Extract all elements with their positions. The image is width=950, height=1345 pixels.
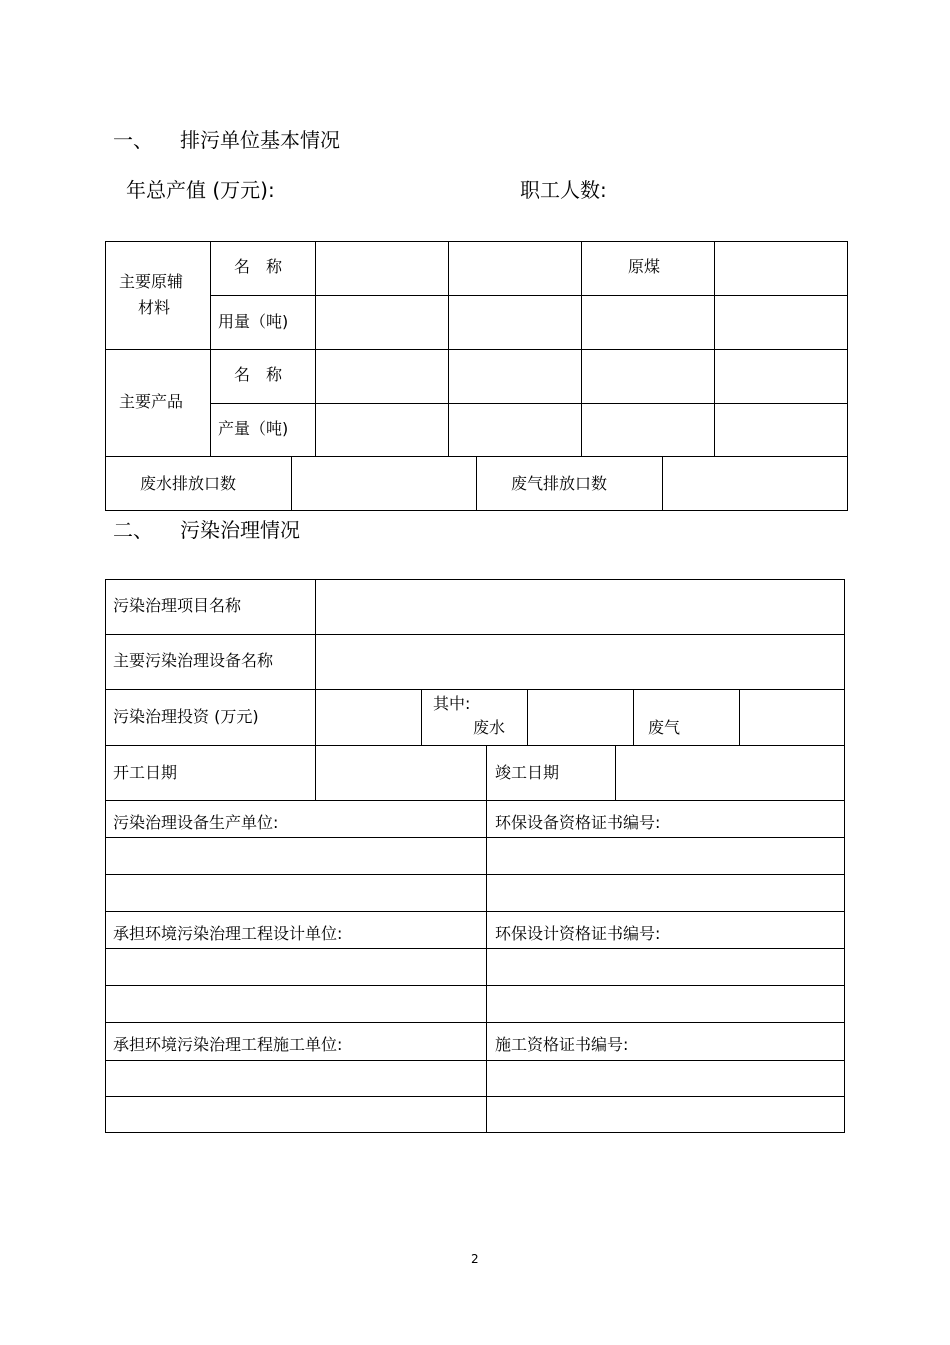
completion-date-value[interactable]	[616, 746, 844, 799]
exhaust-outlets-label: 废气排放口数	[511, 474, 608, 493]
product-output-cell-3[interactable]	[582, 404, 713, 455]
design-cert-label: 环保设计资格证书编号:	[495, 924, 661, 943]
investment-label: 污染治理投资 (万元)	[113, 707, 259, 726]
equipment-cert-label: 环保设备资格证书编号:	[495, 813, 661, 832]
construction-unit-line-2[interactable]	[106, 1097, 485, 1132]
product-name-cell-2[interactable]	[449, 350, 580, 402]
investment-exhaust-value[interactable]	[740, 690, 844, 744]
material-name-cell-2[interactable]	[449, 242, 580, 294]
start-date-value[interactable]	[316, 746, 485, 799]
design-unit-line-2[interactable]	[106, 986, 485, 1021]
construction-cert-line-1[interactable]	[487, 1061, 844, 1095]
equipment-name-label: 主要污染治理设备名称	[113, 651, 274, 670]
design-unit-label: 承担环境污染治理工程设计单位:	[113, 924, 343, 943]
project-name-label: 污染治理项目名称	[113, 596, 242, 615]
investment-wastewater-value[interactable]	[528, 690, 632, 744]
section1-number: 一、	[113, 128, 153, 152]
exhaust-label: 废气	[648, 718, 681, 737]
wastewater-outlets-value[interactable]	[292, 457, 475, 510]
among-label: 其中:	[433, 694, 471, 713]
product-name-cell-3[interactable]	[582, 350, 713, 402]
manufacturer-line-2[interactable]	[106, 875, 485, 910]
main-materials-label-line2: 材料	[138, 298, 171, 317]
material-name-cell-1[interactable]	[316, 242, 447, 294]
construction-unit-label: 承担环境污染治理工程施工单位:	[113, 1035, 343, 1054]
equipment-name-value[interactable]	[316, 635, 844, 688]
construction-cert-line-2[interactable]	[487, 1097, 844, 1132]
material-name-cell-4[interactable]	[715, 242, 847, 294]
material-value: 原煤	[628, 257, 661, 276]
product-output-cell-1[interactable]	[316, 404, 447, 455]
manufacturer-line-1[interactable]	[106, 838, 485, 873]
design-cert-line-1[interactable]	[487, 949, 844, 984]
start-date-label: 开工日期	[113, 763, 178, 782]
section2-number: 二、	[113, 518, 153, 542]
design-cert-line-2[interactable]	[487, 986, 844, 1021]
equipment-cert-line-1[interactable]	[487, 838, 844, 873]
section2-title: 污染治理情况	[180, 518, 300, 542]
project-name-value[interactable]	[316, 580, 844, 633]
product-output-cell-4[interactable]	[715, 404, 847, 455]
employees-label: 职工人数:	[520, 178, 607, 202]
construction-cert-label: 施工资格证书编号:	[495, 1035, 629, 1054]
product-name-cell-1[interactable]	[316, 350, 447, 402]
equipment-manufacturer-label: 污染治理设备生产单位:	[113, 813, 279, 832]
completion-date-label: 竣工日期	[495, 763, 560, 782]
product-output-cell-2[interactable]	[449, 404, 580, 455]
product-name-cell-4[interactable]	[715, 350, 847, 402]
material-usage-label: 用量（吨)	[218, 312, 289, 331]
main-products-label: 主要产品	[119, 392, 184, 411]
material-name-label: 名 称	[234, 257, 283, 276]
material-usage-cell-2[interactable]	[449, 296, 580, 348]
product-name-label: 名 称	[234, 365, 283, 384]
design-unit-line-1[interactable]	[106, 949, 485, 984]
section1-title: 排污单位基本情况	[180, 128, 340, 152]
annual-output-label: 年总产值 (万元):	[126, 178, 275, 202]
investment-total-value[interactable]	[316, 690, 420, 744]
material-usage-cell-3[interactable]	[582, 296, 713, 348]
construction-unit-line-1[interactable]	[106, 1061, 485, 1095]
material-usage-cell-4[interactable]	[715, 296, 847, 348]
material-usage-cell-1[interactable]	[316, 296, 447, 348]
exhaust-outlets-value[interactable]	[663, 457, 847, 510]
equipment-cert-line-2[interactable]	[487, 875, 844, 910]
product-output-label: 产量（吨)	[218, 419, 289, 438]
main-materials-label-line1: 主要原辅	[119, 272, 184, 291]
wastewater-label: 废水	[473, 718, 506, 737]
page-number: 2	[471, 1252, 479, 1266]
wastewater-outlets-label: 废水排放口数	[140, 474, 237, 493]
